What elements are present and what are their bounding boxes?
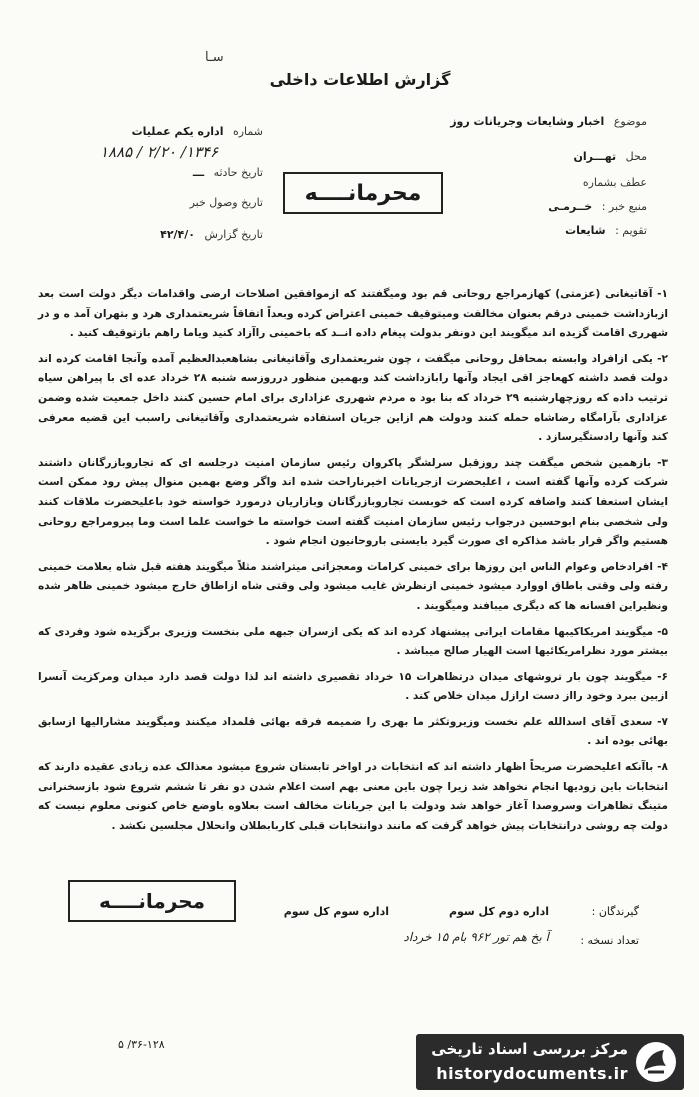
event-date-row (63, 166, 263, 179)
brand-persian-name: مرکز بررسی اسناد تاریخی (431, 1040, 628, 1058)
source-label: منبع خبر : (601, 200, 647, 213)
event-date-value: ـــ (192, 166, 205, 179)
source-value: خــرمـی (548, 200, 593, 213)
paragraph-8: ۸- باآنکه اعلیحضرت صریحاً اظهار داشته اند که انتخابات در اواخر تابستان شروع میشود معذالک عده زیادی عقیده دارند که انتخابات باین زودیها انجام نخواهد شد زیرا چون باین معنی بهم است اعلام شدن دو نفر تا ششم شروع شود بازسخنرانی متینگ تظاهرات وسروصدا آغاز خواهد شد ودولت با این جریانات مخالف است بعلاوه باوضع خاص کنونی معلوم نیست که دولت چه روشی درانتخابات پیش خواهد گرفت که مانند دوانتخابات قبلی کاربابطلان وانحلال مجلسین نکشد . (38, 761, 668, 832)
report-title: گزارش اطلاعات داخلی (269, 70, 451, 89)
number-label: شماره (232, 125, 263, 138)
corner-handwritten-mark: سـا (205, 50, 224, 65)
classification-stamp: محرمانــــه (283, 172, 443, 214)
paragraph-3: ۳- بازهمین شخص میگفت چند روزقبل سرلشگر پاکروان رئیس سازمان امنیت درجلسه ای که تجاروبازرگانان داشتند شرکت کرده وآنها گفته است ، اعلیحضرت ازجریانات اخیرناراحت شده اند واگر وضع بهمین منوال پیش رود ممکن است ایشان استعفا کنند واضافه کرده است که خوبست تجاروبازرگانان وبازاریان درمورد خواسته خود باعلیحضرت ملاقات کنند ولی شخصی بنام ابوحسین درجواب رئیس سازمان امنیت گفته است خواسته ما خواست علما است وما پیرومراجع روحانی هستیم واگر قرار باشد مذاکره ای صورت گیرد بایستی باروحانیون انجام شود . (38, 456, 668, 548)
number-row (63, 125, 263, 138)
recipient-2: اداره سوم کل سوم (283, 905, 389, 918)
recipients-label: گیرندگان : (591, 905, 639, 918)
report-date-value: ۴۲/۴/۰ (160, 228, 195, 241)
reference-label: عطف بشماره (582, 176, 647, 189)
number-handwritten: ۱۳۴۶/ ۲/۲۰ / ۱۸۸۵ (100, 143, 219, 161)
archive-logo-icon (634, 1040, 678, 1084)
location-value: تهـــران (573, 150, 617, 163)
paragraph-1: ۱- آقاتیغانی (عزمتی) کهازمراجع روحانی قم بود ومیگفتند که ازموافقین اصلاحات ارضی واقدامات دیگر دولت است بعد ازبازداشت خمینی درقم بعنوان مخالفت ومیتوقیف خمینی اعتراض کرده وبعداً اتفاقاً شریعتمداری هرد و بتهران آمد ه و در شهرری اقامت گزیده اند میگویند این دونفر بدولت پیغام داده انــد که باخمینی راآزاد کنید ویاما راهم بازتوقیف کنید . (38, 288, 668, 340)
footer-classification-stamp: محرمانــــه (68, 880, 236, 922)
document-number: ۳۶-۱۲۸/ ۵ (118, 1038, 165, 1051)
paragraph-5: ۵- میگویند امریکاکیبها مقامات ایرانی پیشنهاد کرده اند که یکی ازسران جبهه ملی بنخست وزیری برگزیده شود وفردی که بیشتر مورد نظرامریکائیها است الهیار صالح میباشد . (38, 625, 668, 658)
paragraph-4: ۴- افرادخاص وعوام الناس این روزها برای خمینی کرامات ومعجزاتی میتراشند مثلاً میگویند هفته قبل شاه بعلامت خمینی رفته ولی وقتی باطاق اووارد میشود خمینی ازنظرش غایب میشود ولی وقتی شاه ازاطاق خارج میشود خمینی ظاهر شده ونظیراین افسانه ها که دیگری میبافند ومیگویند . (38, 560, 668, 612)
brand-watermark (416, 1034, 684, 1090)
recipient-1: اداره دوم کل سوم (448, 905, 549, 918)
subject-value: اخبار وشایعات وجریانات روز (450, 115, 605, 128)
evaluation-row (357, 224, 647, 237)
paragraph-6: ۶- میگویند چون بار تروشهای میدان درتظاهرات ۱۵ خرداد تقصیری داشته اند لذا دولت قصد دارد میدان ومرکزیت آنسرا ازبین ببرد وخود رااز دست ارازل میدان خلاص کند . (38, 670, 668, 703)
report-date-row (63, 228, 263, 241)
location-row (357, 150, 647, 163)
report-date-label: تاریخ گزارش (204, 228, 263, 241)
paragraph-7: ۷- سعدی آقای اسدالله علم نخست وزیروتکثر ما بهری را ضمیمه فرقه بهائی قلمداد میکنند ومیگویند مشارالیها ازسابق بهائی بوده اند . (38, 715, 668, 748)
report-body (38, 285, 668, 865)
location-label: محل (625, 150, 647, 163)
copies-label: تعداد نسخه : (580, 934, 639, 947)
number-value: اداره یکم عملیات (131, 125, 224, 138)
evaluation-value: شایعات (565, 224, 606, 237)
subject-row (357, 115, 647, 128)
evaluation-label: تقویم : (615, 224, 647, 237)
paragraph-2: ۲- یکی ازافراد وابسته بمحافل روحانی میگفت ، چون شریعتمداری وآقاتیغانی بشاهعبدالعظیم آمده وآنجا اقامت کرده اند دولت قصد داشته کهعاجز اقی ایجاد وآنها رابازداشت کند وبهمین منظور درروزسه شنبه ۲۸ خرداد عده ای با پیراهن سیاه ترتیب داده که روزچهارشنبه ۲۹ خرداد که بنا بود ه مردم شهرری عزاداری برای امام حسین کنند داخل جمعیت شده وضمن عزاداری بآرامگاه رضاشاه حمله کنند ودولت هم ازاین جریان استفاده شریعتمداری وآقاتیغانی راسبب این قضیه معرفی کند وآنها رادستگیرسازد . (38, 352, 668, 444)
copies-handwritten: آ بخ هم تور ۹۶۲ بام ۱۵ خرداد (403, 930, 549, 944)
receipt-date-row (63, 196, 263, 209)
receipt-date-label: تاریخ وصول خبر (189, 196, 263, 209)
event-date-label: تاریخ حادثه (213, 166, 263, 179)
subject-label: موضوع (613, 115, 647, 128)
brand-website: historydocuments.ir (436, 1064, 628, 1083)
